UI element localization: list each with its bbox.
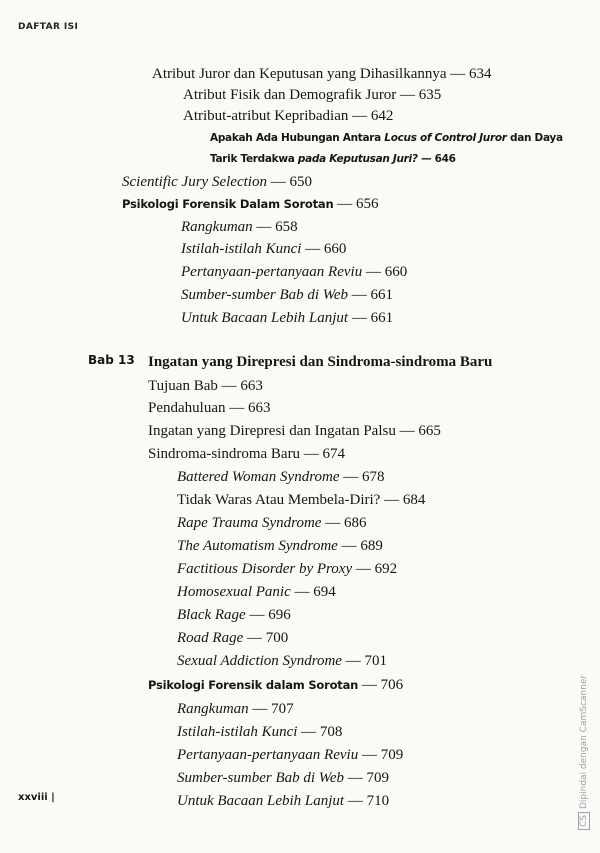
- toc-entry: Sumber-sumber Bab di Web — 709: [177, 770, 390, 786]
- toc-entry: Atribut-atribut Kepribadian — 642: [183, 108, 394, 124]
- toc-entry: Istilah-istilah Kunci — 660: [181, 241, 347, 257]
- toc-entry: Sindroma-sindroma Baru — 674: [148, 446, 346, 462]
- toc-entry: Atribut Juror dan Keputusan yang Dihasilkannya — 634: [152, 66, 492, 82]
- toc-entry: Tidak Waras Atau Membela-Diri? — 684: [177, 492, 426, 508]
- toc-entry: Apakah Ada Hubungan Antara Locus of Control Juror dan Daya: [210, 132, 563, 144]
- toc-entry: Rangkuman — 658: [181, 219, 298, 235]
- toc-entry: Psikologi Forensik Dalam Sorotan — 656: [122, 196, 379, 212]
- toc-entry: Atribut Fisik dan Demografik Juror — 635: [183, 87, 442, 103]
- toc-entry: Untuk Bacaan Lebih Lanjut — 661: [181, 310, 394, 326]
- toc-entry: Tarik Terdakwa pada Keputusan Juri? — 646: [210, 153, 456, 165]
- toc-entry: Pendahuluan — 663: [148, 400, 271, 416]
- toc-entry: Scientific Jury Selection — 650: [122, 174, 312, 190]
- toc-entry: Psikologi Forensik dalam Sorotan — 706: [148, 677, 404, 693]
- chapter-title: Ingatan yang Direpresi dan Sindroma-sindroma Baru: [148, 354, 493, 370]
- toc-entry: Black Rage — 696: [177, 607, 291, 623]
- toc-entry: Battered Woman Syndrome — 678: [177, 469, 385, 485]
- toc-entry: Pertanyaan-pertanyaan Reviu — 660: [181, 264, 408, 280]
- scanner-watermark: CSDipindai dengan CamScanner: [578, 675, 590, 830]
- page-number: xxviii |: [18, 792, 55, 803]
- chapter-label: Bab 13: [88, 353, 135, 367]
- toc-entry: The Automatism Syndrome — 689: [177, 538, 383, 554]
- toc-entry: Rape Trauma Syndrome — 686: [177, 515, 367, 531]
- toc-entry: Sumber-sumber Bab di Web — 661: [181, 287, 394, 303]
- toc-entry: Road Rage — 700: [177, 630, 289, 646]
- camscanner-logo-icon: CS: [578, 812, 590, 830]
- toc-entry: Homosexual Panic — 694: [177, 584, 336, 600]
- toc-entry: Untuk Bacaan Lebih Lanjut — 710: [177, 793, 390, 809]
- toc-entry: Sexual Addiction Syndrome — 701: [177, 653, 387, 669]
- toc-entry: Factitious Disorder by Proxy — 692: [177, 561, 398, 577]
- toc-entry: Ingatan yang Direpresi dan Ingatan Palsu — 665: [148, 423, 441, 439]
- running-header: DAFTAR ISI: [18, 22, 79, 32]
- toc-entry: Pertanyaan-pertanyaan Reviu — 709: [177, 747, 404, 763]
- toc-entry: Tujuan Bab — 663: [148, 378, 263, 394]
- toc-entry: Istilah-istilah Kunci — 708: [177, 724, 343, 740]
- toc-entry: Rangkuman — 707: [177, 701, 294, 717]
